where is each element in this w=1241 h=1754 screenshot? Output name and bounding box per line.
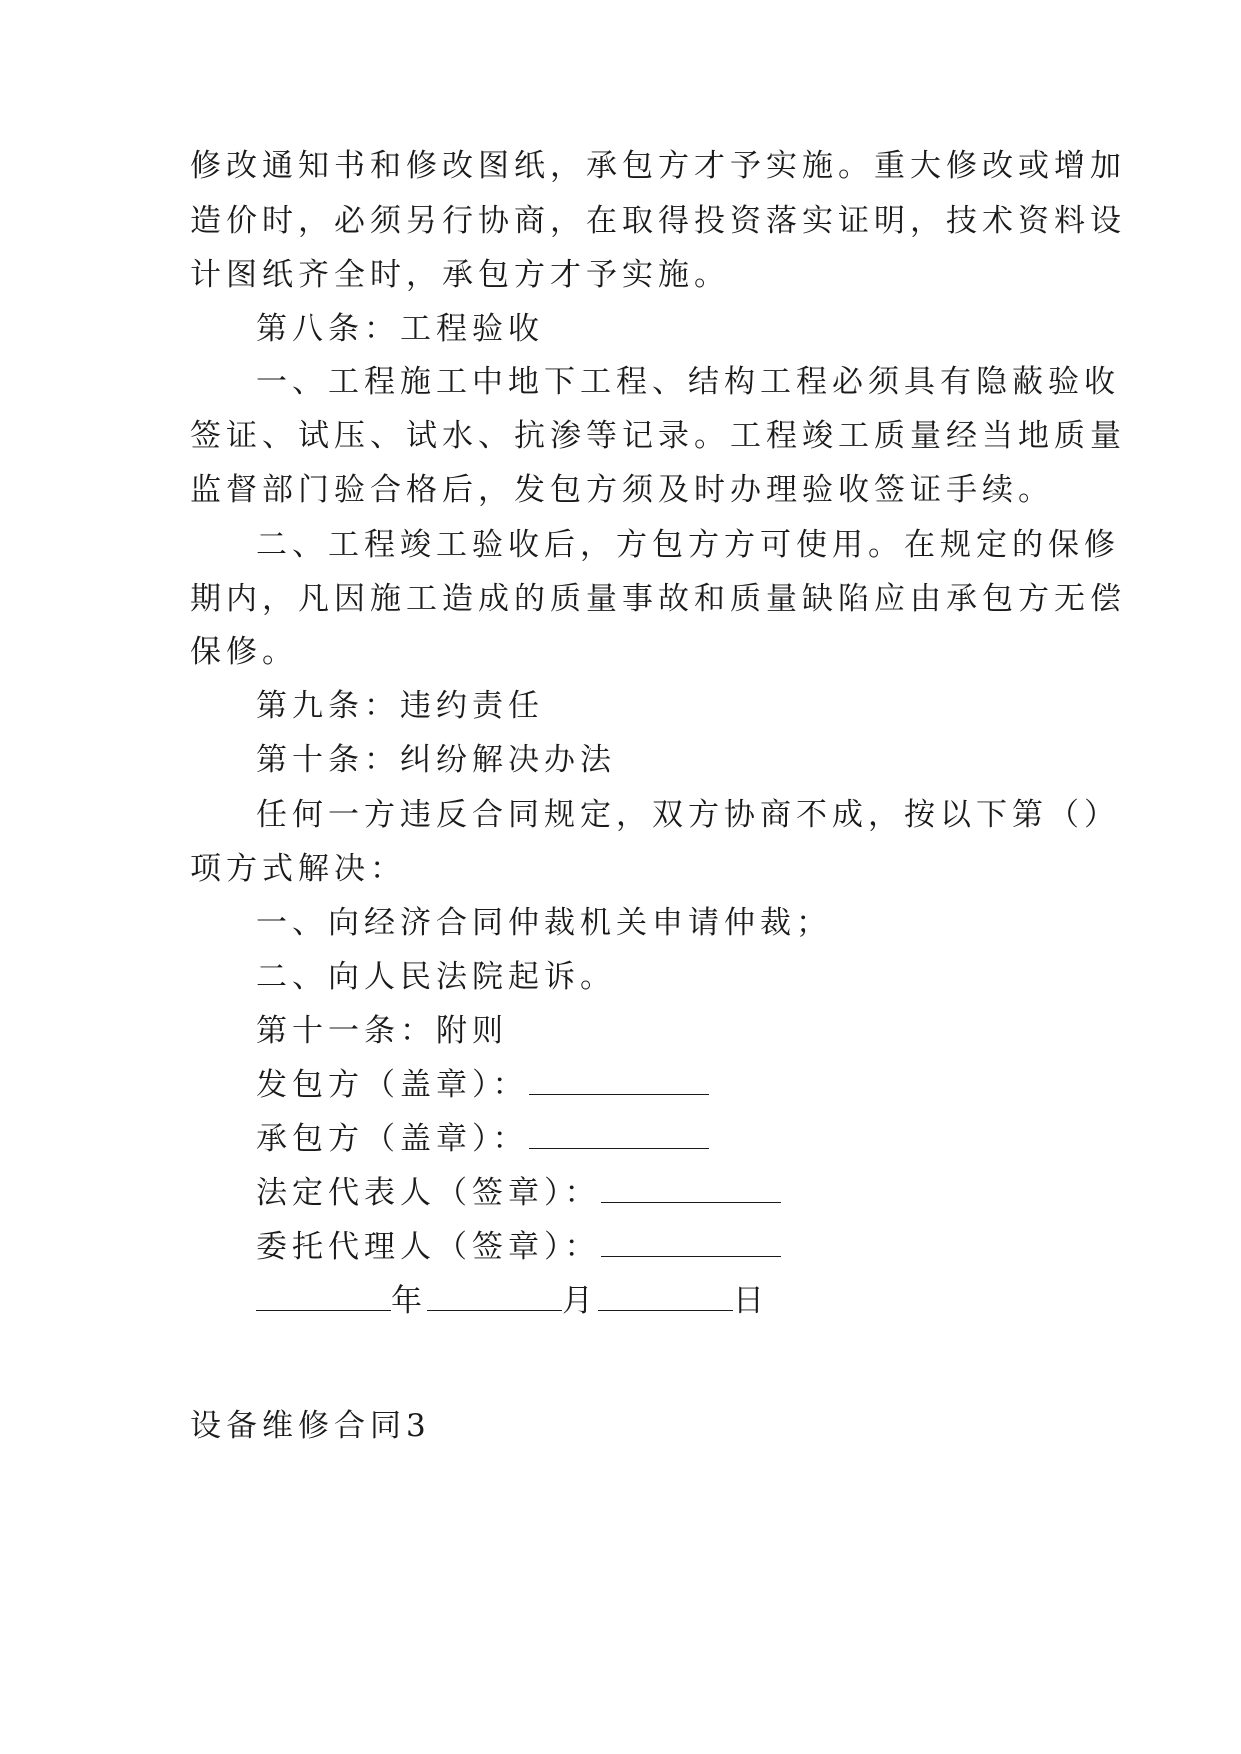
paragraph-line: 造价时，必须另行协商，在取得投资落实证明，技术资料设 [190,203,1126,239]
article-heading: 第八条：工程验收 [256,311,544,347]
paragraph-line: 二、向人民法院起诉。 [256,959,616,995]
date-year-label: 年 [391,1283,427,1319]
date-line [256,1281,769,1321]
paragraph-line: 项方式解决： [190,851,406,887]
signature-issuer [256,1065,709,1105]
paragraph-line: 一、向经济合同仲裁机关申请仲裁； [256,905,832,941]
date-day-label: 日 [733,1283,769,1319]
article-heading: 第十一条：附则 [256,1013,508,1049]
signature-receiver [256,1119,709,1159]
paragraph-line: 期内，凡因施工造成的质量事故和质量缺陷应由承包方无偿 [190,581,1126,617]
signature-legal-rep [256,1173,781,1213]
signature-agent [256,1227,781,1267]
signature-issuer-blank [529,1068,709,1095]
paragraph-line: 监督部门验合格后，发包方须及时办理验收签证手续。 [190,472,1054,508]
date-year-blank [256,1284,391,1311]
article-heading: 第九条：违约责任 [256,688,544,724]
paragraph-line: 签证、试压、试水、抗渗等记录。工程竣工质量经当地质量 [190,418,1126,454]
paragraph-line: 一、工程施工中地下工程、结构工程必须具有隐蔽验收 [256,364,1120,400]
signature-agent-blank [601,1230,781,1257]
signature-receiver-label: 承包方（盖章）： [256,1121,529,1157]
next-section-title: 设备维修合同3 [190,1408,431,1444]
date-month-label: 月 [562,1283,598,1319]
signature-issuer-label: 发包方（盖章）： [256,1067,529,1103]
paragraph-line: 计图纸齐全时，承包方才予实施。 [190,257,730,293]
paragraph-line: 修改通知书和修改图纸，承包方才予实施。重大修改或增加 [190,148,1126,184]
paragraph-line: 保修。 [190,634,298,670]
signature-agent-label: 委托代理人（签章）： [256,1229,601,1265]
date-day-blank [598,1284,733,1311]
signature-legal-rep-label: 法定代表人（签章）： [256,1175,601,1211]
article-heading: 第十条：纠纷解决办法 [256,742,616,778]
signature-receiver-blank [529,1122,709,1149]
date-month-blank [427,1284,562,1311]
signature-legal-rep-blank [601,1176,781,1203]
paragraph-line: 二、工程竣工验收后，方包方方可使用。在规定的保修 [256,527,1120,563]
paragraph-line: 任何一方违反合同规定，双方协商不成，按以下第（） [256,797,1120,833]
